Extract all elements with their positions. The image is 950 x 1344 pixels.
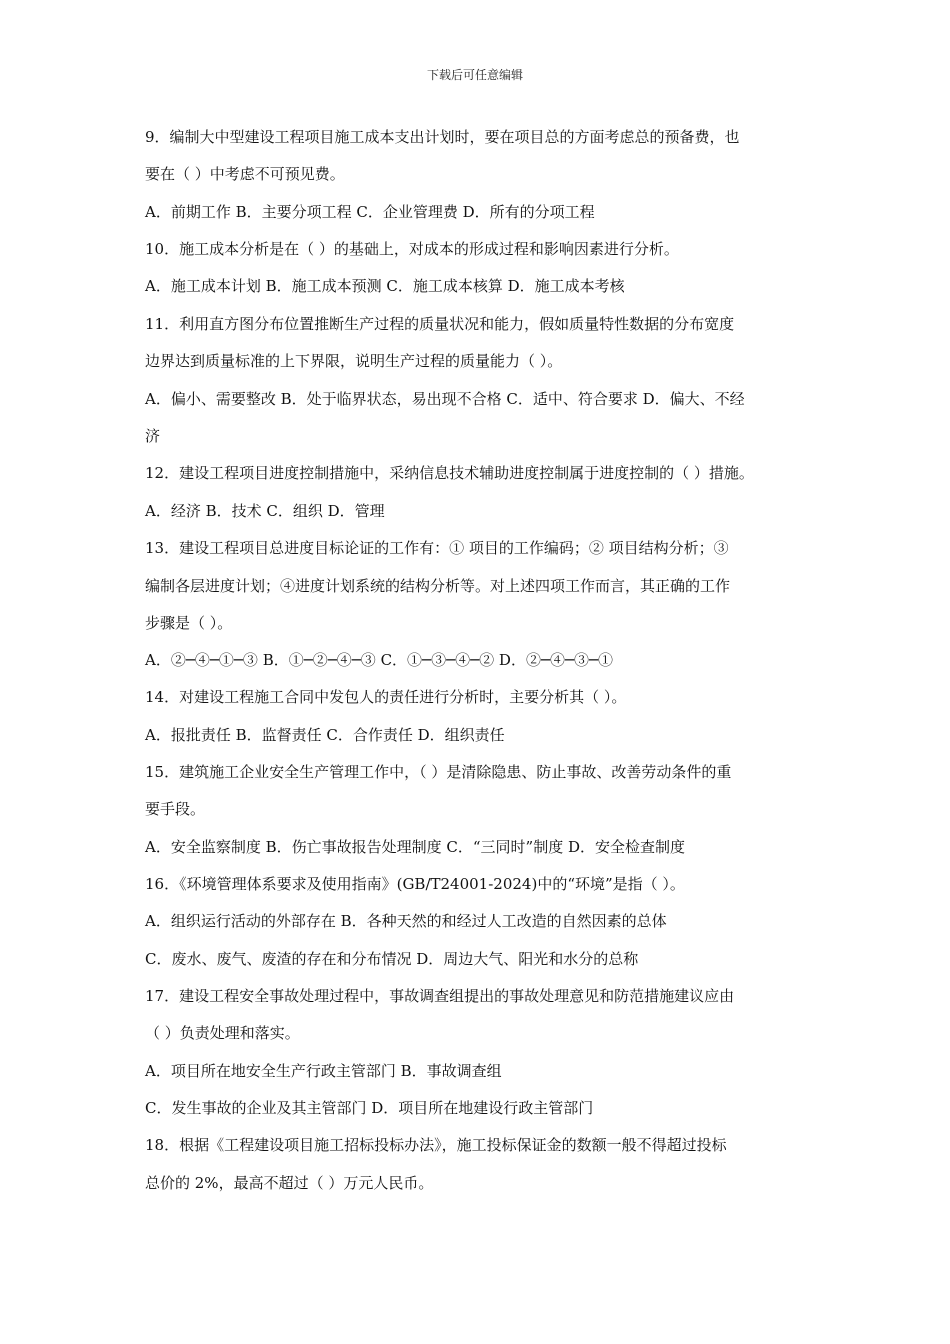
options-line: 济 xyxy=(145,427,161,445)
options-line: A．施工成本计划 B．施工成本预测 C．施工成本核算 D．施工成本考核 xyxy=(145,277,625,295)
question-line: （ ）负责处理和落实。 xyxy=(145,1024,300,1042)
options-line: A．报批责任 B．监督责任 C．合作责任 D．组织责任 xyxy=(145,726,505,744)
options-line: A．②─④─①─③ B．①─②─④─③ C．①─③─④─② D．②─④─③─① xyxy=(145,651,614,669)
question-line: 16．《环境管理体系要求及使用指南》(GB/T24001-2024)中的“环境”是指（ ）。 xyxy=(145,875,685,893)
options-line: A．经济 B．技术 C．组织 D．管理 xyxy=(145,502,385,520)
question-line: 编制各层进度计划；④进度计划系统的结构分析等。对上述四项工作而言，其正确的工作 xyxy=(145,577,731,595)
options-line: A．组织运行活动的外部存在 B．各种天然的和经过人工改造的自然因素的总体 xyxy=(145,912,667,930)
question-line: 总价的 2%，最高不超过（ ）万元人民币。 xyxy=(145,1174,434,1192)
options-line: A．前期工作 B．主要分项工程 C．企业管理费 D．所有的分项工程 xyxy=(145,203,595,221)
question-line: 13．建设工程项目总进度目标论证的工作有：① 项目的工作编码；② 项目结构分析；③ xyxy=(145,539,729,557)
options-line: C．发生事故的企业及其主管部门 D．项目所在地建设行政主管部门 xyxy=(145,1099,594,1117)
question-line: 10．施工成本分析是在（ ）的基础上，对成本的形成过程和影响因素进行分析。 xyxy=(145,240,679,258)
options-line: A．偏小、需要整改 B．处于临界状态，易出现不合格 C．适中、符合要求 D．偏大、不经 xyxy=(145,390,745,408)
question-line: 17．建设工程安全事故处理过程中，事故调查组提出的事故处理意见和防范措施建议应由 xyxy=(145,987,735,1005)
question-line: 14．对建设工程施工合同中发包人的责任进行分析时，主要分析其（ ）。 xyxy=(145,688,627,706)
question-line: 11．利用直方图分布位置推断生产过程的质量状况和能力，假如质量特性数据的分布宽度 xyxy=(145,315,735,333)
question-line: 15．建筑施工企业安全生产管理工作中，（ ）是清除隐患、防止事故、改善劳动条件的重 xyxy=(145,763,732,781)
options-line: A．安全监察制度 B．伤亡事故报告处理制度 C．“三同时”制度 D．安全检查制度 xyxy=(145,838,686,856)
question-line: 要手段。 xyxy=(145,800,206,818)
options-line: C．废水、废气、废渣的存在和分布情况 D．周边大气、阳光和水分的总称 xyxy=(145,950,639,968)
question-line: 要在（ ）中考虑不可预见费。 xyxy=(145,165,345,183)
page-header: 下载后可任意编辑 xyxy=(426,68,523,82)
question-line: 12．建设工程项目进度控制措施中，采纳信息技术辅助进度控制属于进度控制的（ ）措施。 xyxy=(145,464,754,482)
question-line: 9．编制大中型建设工程项目施工成本支出计划时，要在项目总的方面考虑总的预备费，也 xyxy=(145,128,740,146)
question-line: 边界达到质量标准的上下界限，说明生产过程的质量能力（ ）。 xyxy=(145,352,563,370)
question-line: 步骤是（ ）。 xyxy=(145,614,233,632)
question-line: 18．根据《工程建设项目施工招标投标办法》，施工投标保证金的数额一般不得超过投标 xyxy=(145,1136,727,1154)
options-line: A．项目所在地安全生产行政主管部门 B．事故调查组 xyxy=(145,1062,502,1080)
